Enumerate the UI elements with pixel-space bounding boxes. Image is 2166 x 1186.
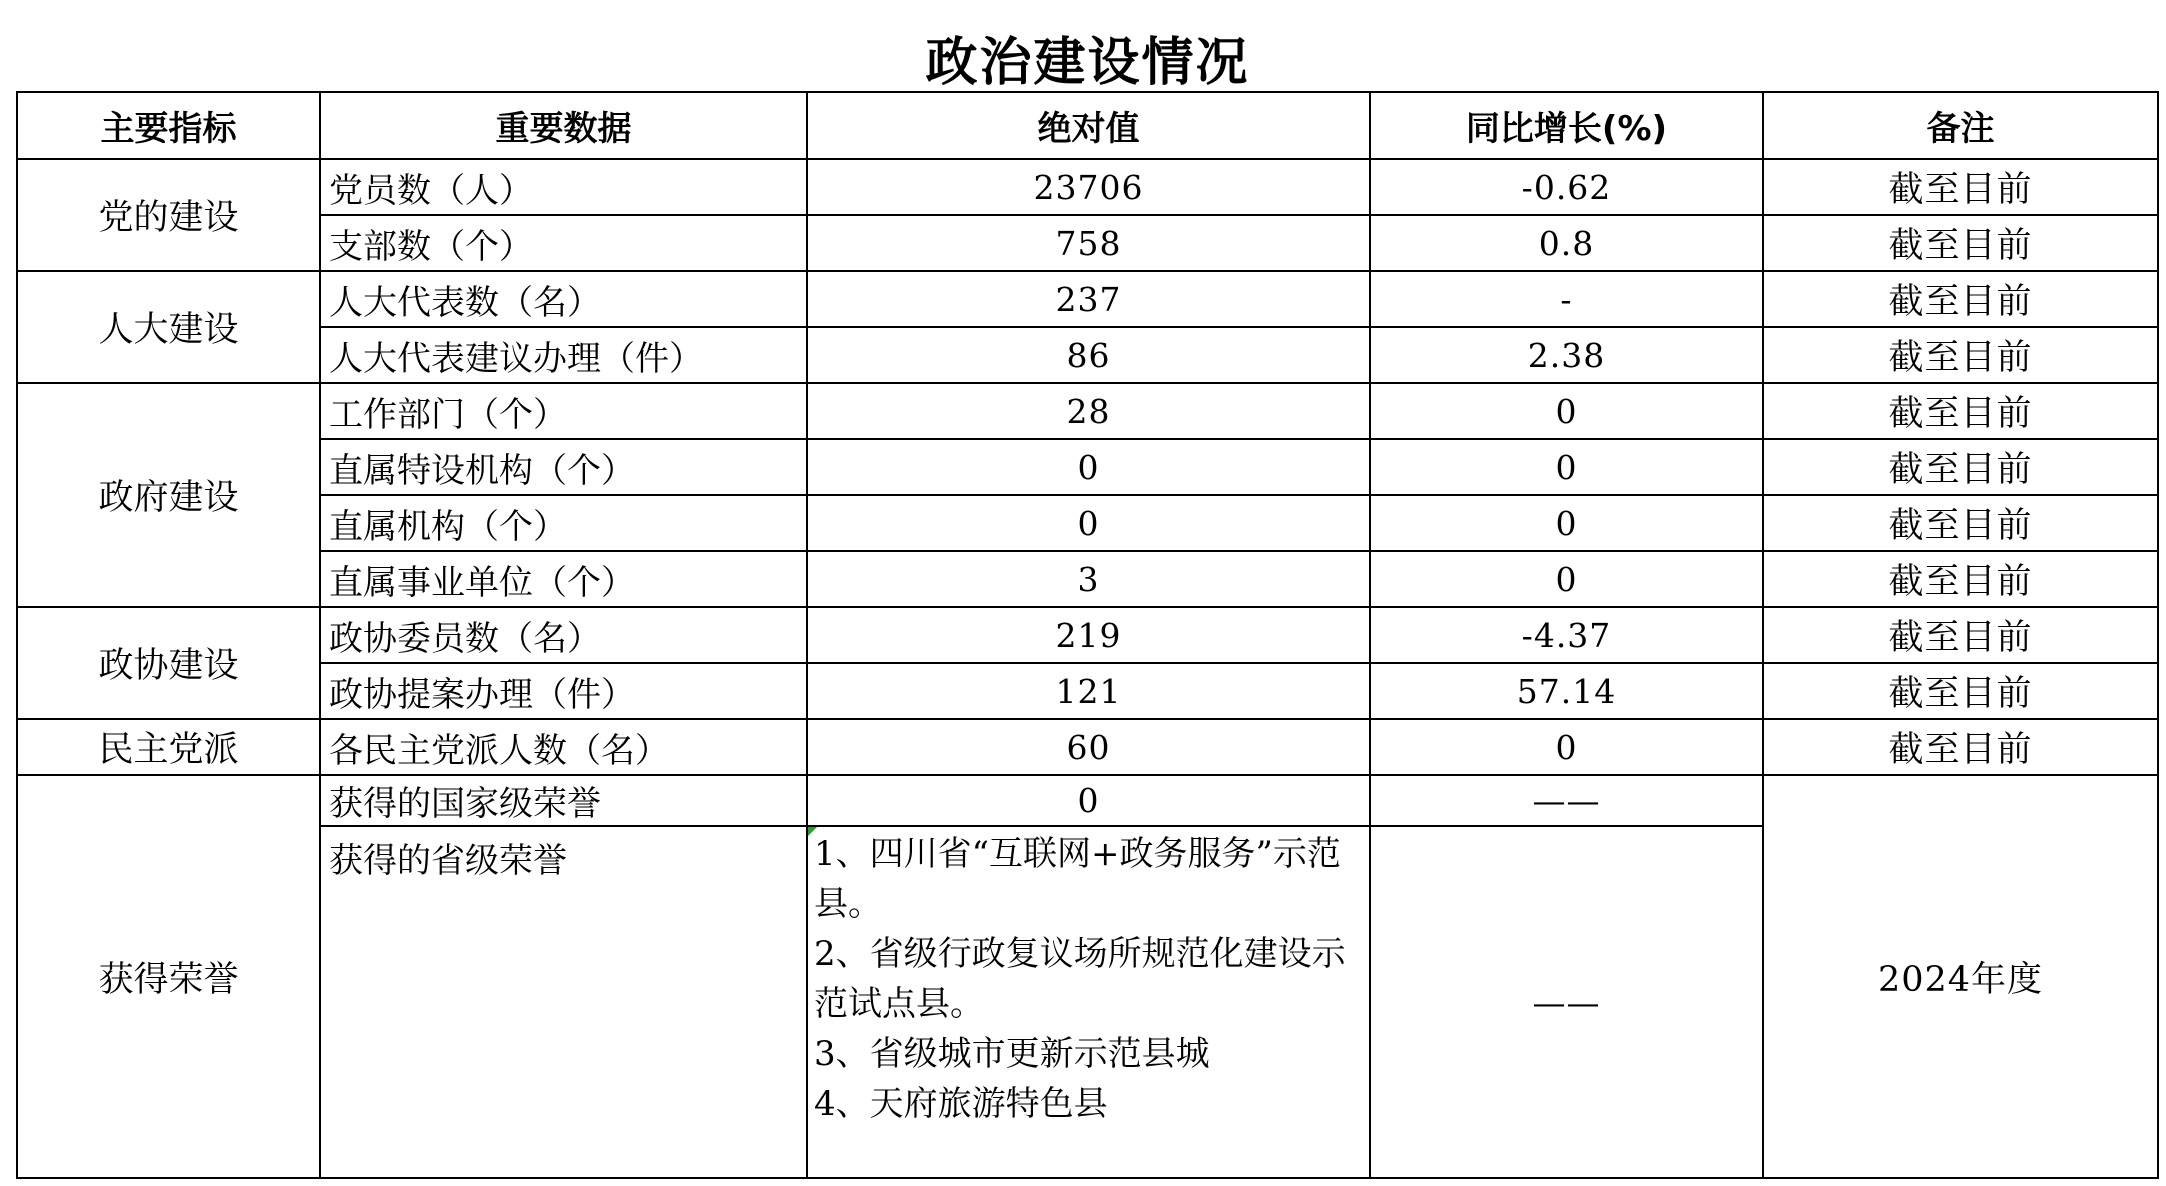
yoy-growth: 0 (1370, 383, 1763, 439)
yoy-growth: —— (1370, 826, 1763, 1178)
remark: 截至目前 (1763, 215, 2158, 271)
yoy-growth: -0.62 (1370, 159, 1763, 215)
row-label: 获得的省级荣誉 (320, 826, 807, 1178)
row-label: 政协委员数（名） (320, 607, 807, 663)
absolute-value: 219 (807, 607, 1370, 663)
remark: 截至目前 (1763, 495, 2158, 551)
list-item: 2、省级行政复议场所规范化建设示范试点县。 (814, 934, 1346, 1024)
row-label: 直属机构（个） (320, 495, 807, 551)
table-title: 政治建设情况 (17, 16, 2158, 92)
absolute-value: 121 (807, 663, 1370, 719)
absolute-value: 0 (807, 439, 1370, 495)
row-label: 获得的国家级荣誉 (320, 775, 807, 826)
yoy-growth: 0 (1370, 719, 1763, 775)
remark: 截至目前 (1763, 719, 2158, 775)
remark: 截至目前 (1763, 607, 2158, 663)
table-row (17, 439, 2158, 495)
yoy-growth: —— (1370, 775, 1763, 826)
political-construction-table (16, 16, 2159, 1179)
row-label: 人大代表建议办理（件） (320, 327, 807, 383)
absolute-value: 0 (807, 775, 1370, 826)
row-label: 人大代表数（名） (320, 271, 807, 327)
category-npc-building: 人大建设 (17, 271, 320, 383)
cell-comment-marker (808, 827, 817, 836)
absolute-value: 60 (807, 719, 1370, 775)
category-cppcc-building: 政协建设 (17, 607, 320, 719)
yoy-growth: 0 (1370, 551, 1763, 607)
category-government-building: 政府建设 (17, 383, 320, 607)
absolute-value: 23706 (807, 159, 1370, 215)
table-row (17, 663, 2158, 719)
row-label: 支部数（个） (320, 215, 807, 271)
header-absolute-value: 绝对值 (807, 92, 1370, 159)
remark: 截至目前 (1763, 327, 2158, 383)
table-row (17, 383, 2158, 439)
header-key-data: 重要数据 (320, 92, 807, 159)
yoy-growth: 0 (1370, 495, 1763, 551)
table-row (17, 271, 2158, 327)
row-label: 直属特设机构（个） (320, 439, 807, 495)
yoy-growth: 0 (1370, 439, 1763, 495)
list-item: 4、天府旅游特色县 (814, 1084, 1108, 1124)
remark: 截至目前 (1763, 271, 2158, 327)
category-honors: 获得荣誉 (17, 775, 320, 1178)
header-yoy-growth: 同比增长(%) (1370, 92, 1763, 159)
absolute-value: 3 (807, 551, 1370, 607)
table-row (17, 775, 2158, 826)
header-remarks: 备注 (1763, 92, 2158, 159)
list-item: 1、四川省“互联网+政务服务”示范县。 (814, 834, 1341, 924)
remark: 截至目前 (1763, 439, 2158, 495)
row-label: 各民主党派人数（名） (320, 719, 807, 775)
table-row (17, 607, 2158, 663)
table-row (17, 215, 2158, 271)
remark: 截至目前 (1763, 663, 2158, 719)
category-democratic-parties: 民主党派 (17, 719, 320, 775)
absolute-value: 758 (807, 215, 1370, 271)
header-main-indicator: 主要指标 (17, 92, 320, 159)
absolute-value: 28 (807, 383, 1370, 439)
category-party-building: 党的建设 (17, 159, 320, 271)
table-row (17, 551, 2158, 607)
table-row (17, 495, 2158, 551)
yoy-growth: 2.38 (1370, 327, 1763, 383)
remark: 截至目前 (1763, 551, 2158, 607)
remark: 截至目前 (1763, 383, 2158, 439)
absolute-value: 237 (807, 271, 1370, 327)
row-label: 党员数（人） (320, 159, 807, 215)
remark: 截至目前 (1763, 159, 2158, 215)
table-row (17, 159, 2158, 215)
yoy-growth: 0.8 (1370, 215, 1763, 271)
absolute-value: 0 (807, 495, 1370, 551)
absolute-value: 86 (807, 327, 1370, 383)
row-label: 直属事业单位（个） (320, 551, 807, 607)
remark: 2024年度 (1763, 775, 2158, 1178)
yoy-growth: -4.37 (1370, 607, 1763, 663)
list-item: 3、省级城市更新示范县城 (814, 1034, 1210, 1074)
table-row (17, 719, 2158, 775)
table-row (17, 327, 2158, 383)
provincial-honors-list (807, 826, 1370, 1178)
row-label: 政协提案办理（件） (320, 663, 807, 719)
yoy-growth: - (1370, 271, 1763, 327)
row-label: 工作部门（个） (320, 383, 807, 439)
yoy-growth: 57.14 (1370, 663, 1763, 719)
